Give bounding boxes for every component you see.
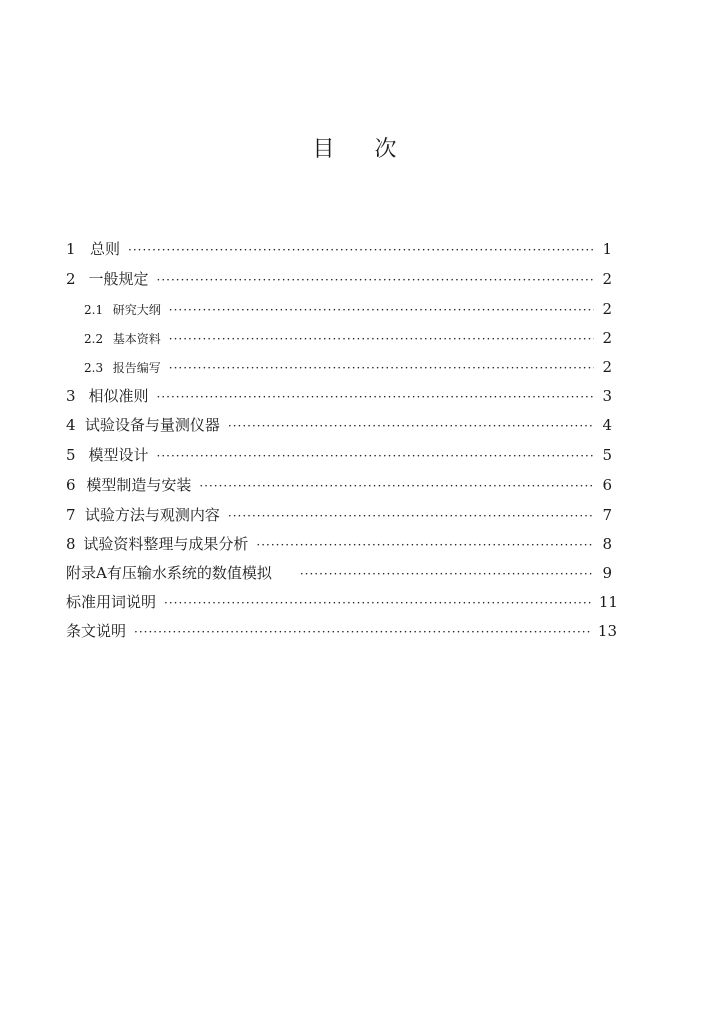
toc-entry[interactable] [66,412,612,438]
toc-entry[interactable] [66,472,612,498]
leader-dots [199,473,594,499]
toc-entry[interactable] [84,325,612,351]
toc-entry-page: 1 [602,240,612,258]
toc-entry-page: 2 [602,358,612,376]
toc-entry-label: 试验设备与量测仪器 [84,416,220,434]
toc-entry[interactable] [66,383,612,409]
toc-entry-number: 5 [66,446,76,464]
leader-dots [134,619,592,645]
toc-entry-page: 11 [598,593,618,611]
leader-dots [256,532,594,558]
toc-entry-page: 5 [602,446,612,464]
toc-entry-label: 相似准则 [88,387,149,405]
toc-entry-page: 4 [602,416,612,434]
toc-entry-number: 1 [66,240,76,258]
toc-entry-page: 3 [602,387,612,405]
toc-entry[interactable] [84,354,612,380]
toc-entry-label: 模型制造与安装 [86,476,192,494]
toc-entry[interactable] [66,236,612,262]
leader-dots [169,326,594,352]
toc-entry-label: 有压输水系统的数值模拟 [106,564,272,582]
toc-entry-page: 2 [602,329,612,347]
toc-entry-page: 2 [602,270,612,288]
leader-dots [128,237,594,263]
toc-entry[interactable] [66,618,618,644]
toc-entry[interactable] [66,531,612,557]
toc-entry-page: 8 [602,535,612,553]
toc-entry-number: 7 [66,506,76,524]
title-char-2: 次 [374,137,397,162]
toc-entry[interactable] [84,296,612,322]
leader-dots [228,413,594,439]
toc-entry-label: 报告编写 [112,361,161,375]
leader-dots [300,561,594,587]
toc-entry[interactable] [66,560,612,586]
toc-entry-label: 研究大纲 [112,303,161,317]
toc-entry-label: 一般规定 [88,270,149,288]
leader-dots [164,590,593,616]
toc-entry-label: 条文说明 [66,622,127,640]
toc-entry-label: 试验资料整理与成果分析 [83,535,249,553]
toc-entry[interactable] [66,502,612,528]
toc-entry-page: 6 [602,476,612,494]
toc-entry-number: 2 [66,270,76,288]
page-title [0,132,709,163]
toc-entry-number: 附录A [66,564,107,582]
title-char-1: 目 [312,137,335,162]
toc-entry-number: 8 [66,535,76,553]
toc-entry-label: 试验方法与观测内容 [84,506,220,524]
toc-entry-number: 2.3 [84,361,104,375]
toc-entry-page: 2 [602,300,612,318]
toc-entry-page: 13 [597,622,618,640]
toc-entry[interactable] [66,589,618,615]
toc-entry-page: 9 [602,564,612,582]
leader-dots [169,355,594,381]
toc-entry-label: 模型设计 [88,446,149,464]
toc-entry[interactable] [66,266,612,292]
leader-dots [157,267,594,293]
toc-entry[interactable] [66,442,612,468]
toc-entry-number: 2.2 [84,332,104,346]
leader-dots [228,503,594,529]
leader-dots [169,297,594,323]
toc-entry-number: 4 [66,416,76,434]
toc-entry-number: 2.1 [84,303,104,317]
leader-dots [157,443,594,469]
toc-entry-label: 基本资料 [112,332,161,346]
toc-entry-label: 总则 [90,240,121,258]
toc-entry-label: 标准用词说明 [66,593,157,611]
toc-entry-number: 6 [66,476,76,494]
leader-dots [157,384,594,410]
toc-entry-page: 7 [602,506,612,524]
toc-entry-number: 3 [66,387,76,405]
